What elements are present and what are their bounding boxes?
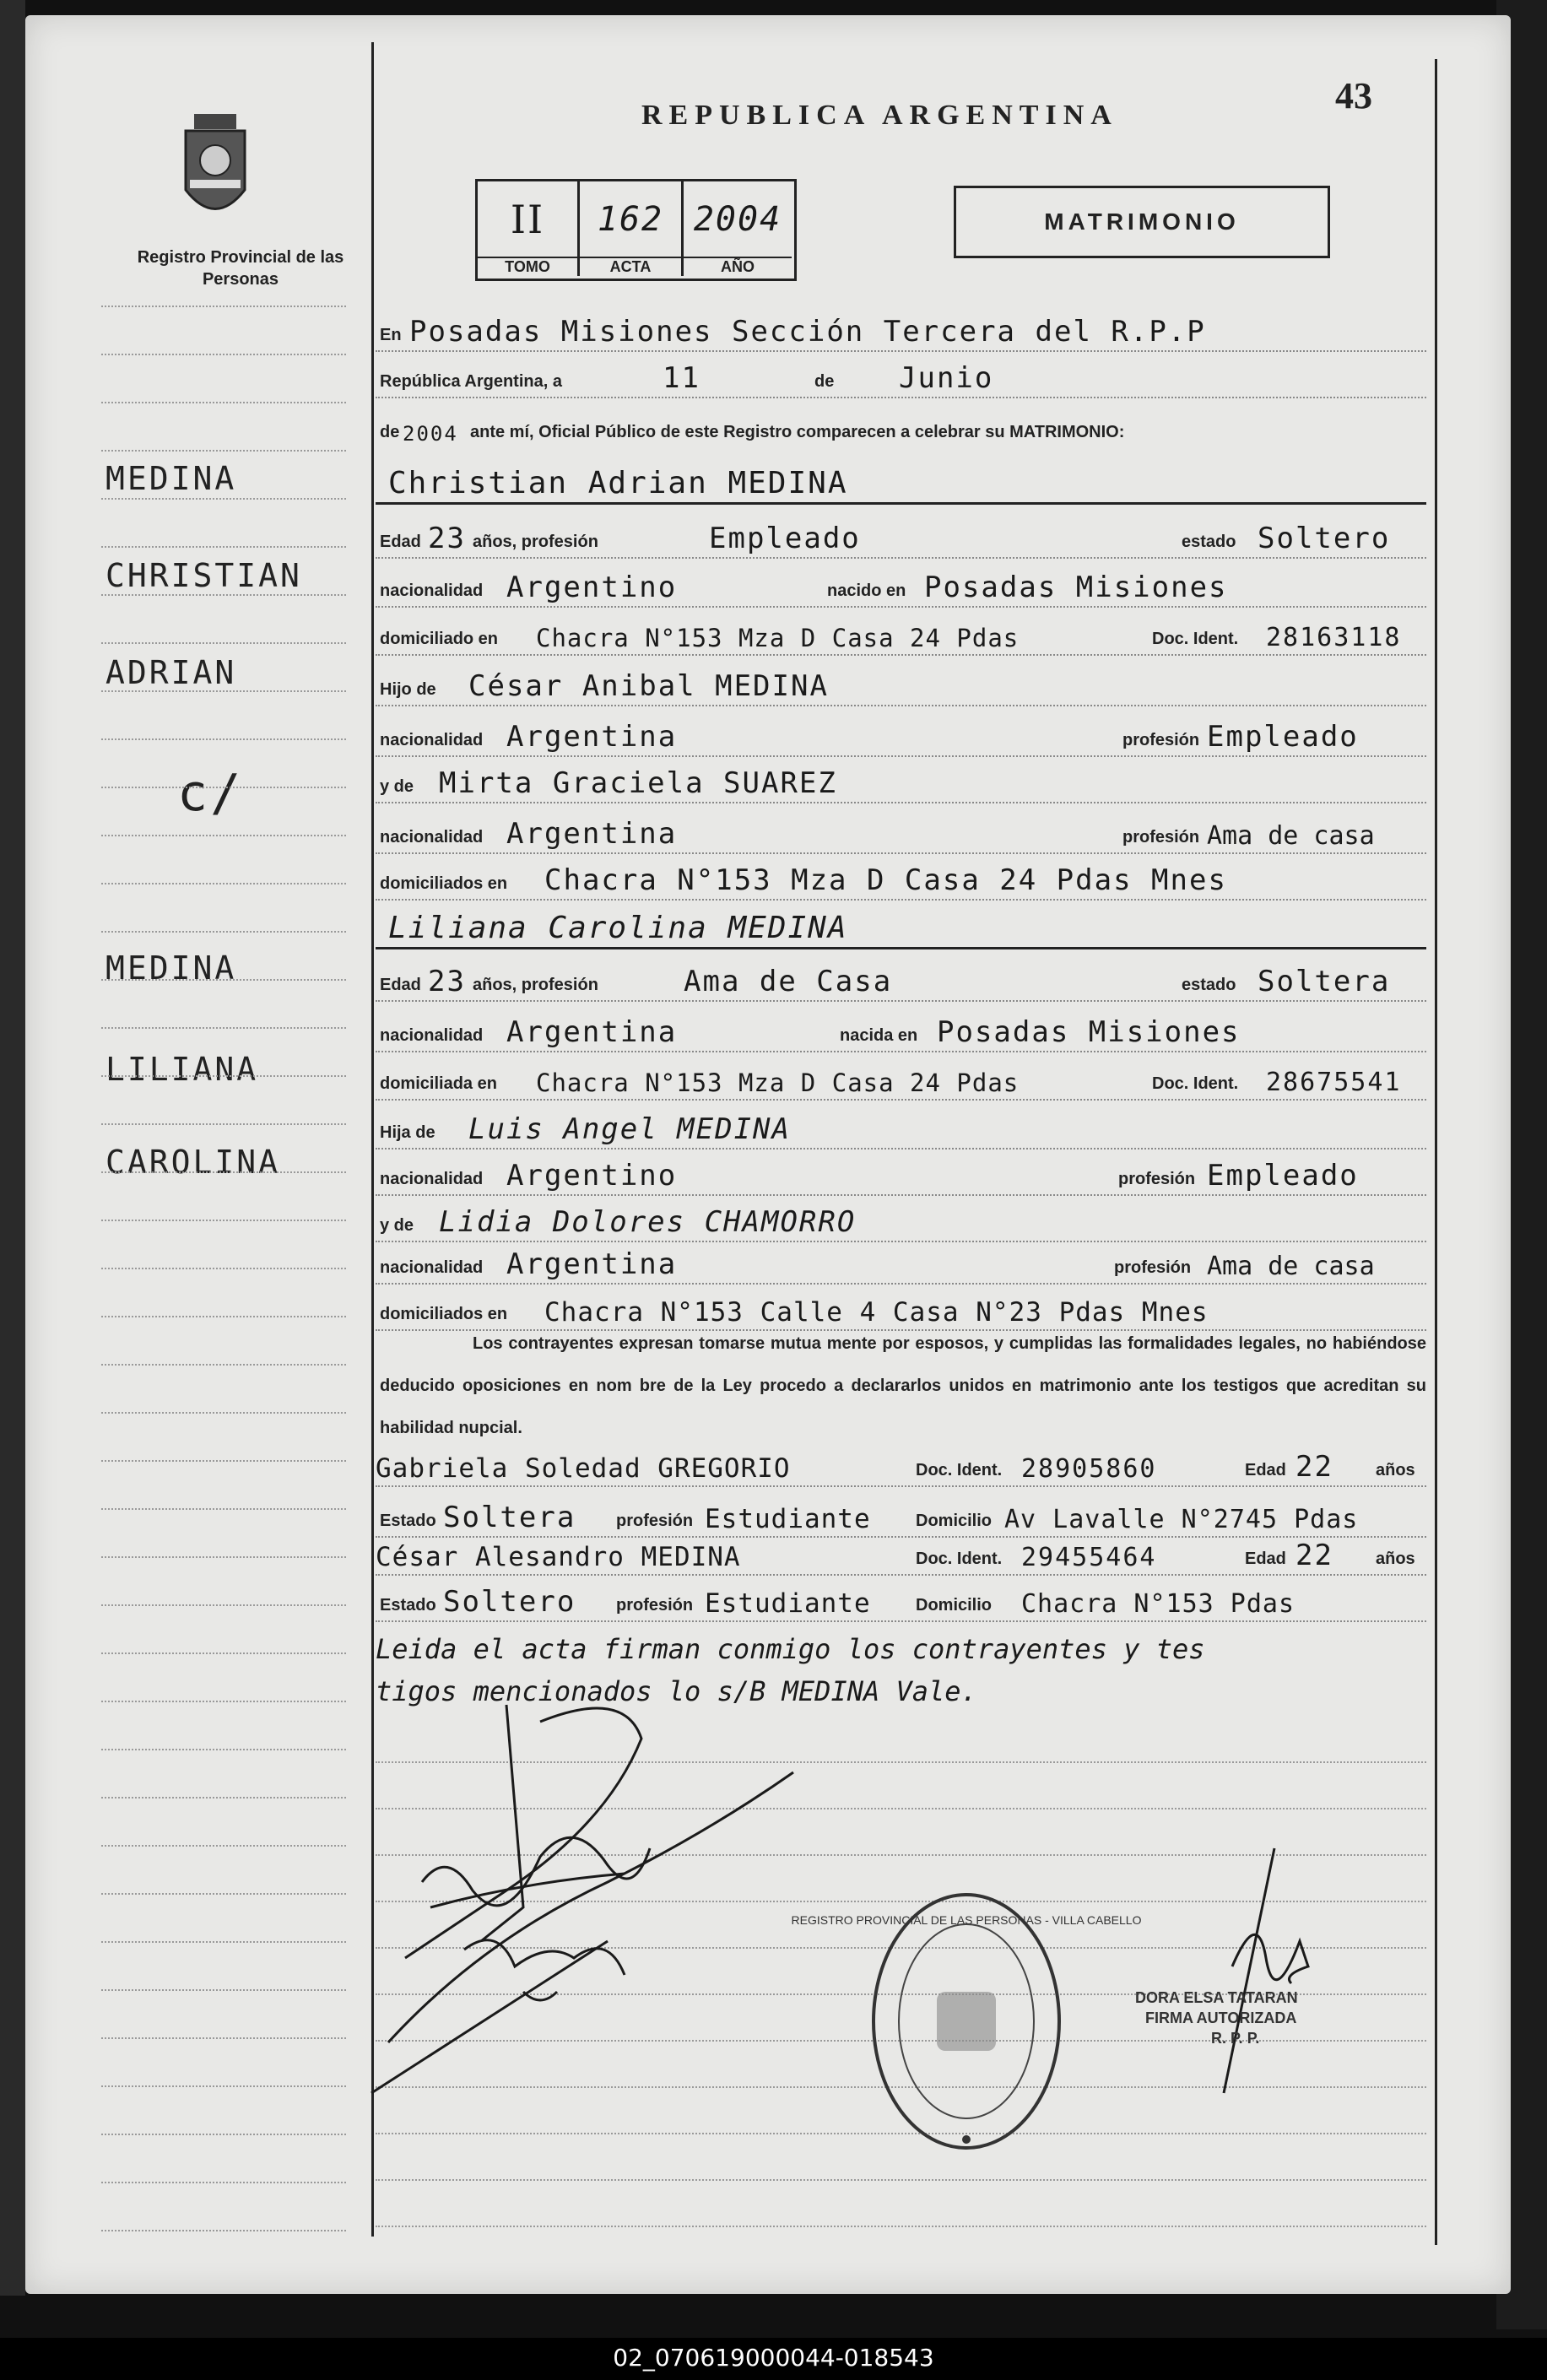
bride-age: 23: [428, 965, 466, 998]
witness1-name: Gabriela Soledad GREGORIO: [376, 1453, 791, 1484]
witness1-estado-label: Estado: [380, 1512, 436, 1530]
margin-rule-line: [101, 1939, 346, 1943]
page-number: 43: [1335, 75, 1372, 116]
witness1-prof-label: profesión: [616, 1512, 694, 1530]
row-groom-mother: [376, 760, 1426, 803]
groom-father-prof-label: profesión: [1122, 731, 1200, 749]
groom-mother-nationality: Argentina: [506, 817, 678, 851]
witness2-dom-label: Domicilio: [916, 1596, 993, 1615]
row-witness1: [376, 1443, 1426, 1487]
tomo-value: II: [510, 197, 545, 242]
margin-rule-line: [101, 1122, 346, 1125]
margin-rule-line: [101, 1747, 346, 1750]
bride-nacionalidad-label: nacionalidad: [380, 1026, 484, 1045]
groom-parents-address: Chacra N°153 Mza D Casa 24 Pdas Mnes: [544, 863, 1227, 897]
bride-anos-profesion-label: años, profesión: [473, 976, 598, 994]
witness1-doc-label: Doc. Ident.: [916, 1461, 1003, 1479]
margin-rule-line: [101, 737, 346, 740]
tomo-label: TOMO: [478, 257, 577, 276]
margin-rule-line: [101, 929, 346, 933]
groom-doc-label: Doc. Ident.: [1152, 630, 1239, 648]
margin-rule-line: [101, 1699, 346, 1702]
margin-rule-line: [101, 1988, 346, 1991]
bride-mother-profession: Ama de casa: [1207, 1252, 1375, 1281]
margin-rule-line: [101, 881, 346, 884]
day-value: 11: [663, 361, 700, 395]
margin-rule-line: [101, 833, 346, 836]
witness2-name: César Alesandro MEDINA: [376, 1542, 741, 1572]
row-bride-nationality: [376, 1009, 1426, 1052]
ano-label: AÑO: [684, 257, 792, 276]
row-witness2-details: [376, 1578, 1426, 1622]
margin-rule-line: [101, 641, 346, 644]
row-groom-nationality: [376, 564, 1426, 608]
contrayentes-signatures: [354, 1688, 827, 2110]
margin-groom-surname: MEDINA: [105, 460, 237, 497]
witness2-anos-label: años: [1376, 1550, 1415, 1568]
row-groom-age: [376, 515, 1426, 559]
row-bride-address: [376, 1057, 1426, 1101]
groom-father-nationality: Argentina: [506, 720, 678, 754]
witness1-address: Av Lavalle N°2745 Pdas: [1004, 1505, 1359, 1534]
bride-hija-label: Hija de: [380, 1123, 435, 1142]
row-groom-address: [376, 612, 1426, 656]
official-org: R. P. P.: [1211, 2030, 1260, 2047]
witness2-estado: Soltero: [443, 1585, 576, 1619]
en-label: En: [380, 326, 402, 344]
statement: ante mí, Oficial Público de este Registro comparecen a celebrar su MATRIMONIO:: [470, 423, 1125, 441]
row-bride-father: [376, 1106, 1426, 1149]
row-bride-father-nat: [376, 1152, 1426, 1196]
bride-domiciliada-label: domiciliada en: [380, 1074, 497, 1093]
groom-yde-label: y de: [380, 777, 414, 796]
margin-rule-line: [101, 1651, 346, 1654]
groom-doc: 28163118: [1266, 623, 1402, 652]
record-number-box: [475, 179, 797, 281]
groom-nationality: Argentino: [506, 571, 678, 604]
witness1-age: 22: [1295, 1450, 1333, 1484]
row-groom-father-nat: [376, 713, 1426, 757]
image-code: 02_070619000044-018543: [613, 2344, 934, 2372]
margin-rule-line: [101, 1506, 346, 1510]
declaration-text: Los contrayentes expresan tomarse mutua mente por esposos, y cumplidas las formalidades legales, no habiéndose deducido oposiciones en nom bre de la Ley procedo a declararlos unidos en matrimonio ante los testigos que acreditan su habilidad nupcial.: [380, 1334, 1426, 1437]
seal-text: REGISTRO PROVINCIAL DE LAS PERSONAS - VILLA CABELLO: [791, 1913, 1142, 1927]
groom-father-profession: Empleado: [1207, 720, 1359, 754]
act-type: MATRIMONIO: [1044, 208, 1240, 235]
margin-rule-line: [101, 1025, 346, 1029]
groom-nacionalidad-label: nacionalidad: [380, 581, 484, 600]
groom-estado-label: estado: [1182, 533, 1236, 551]
row-groom-mother-nat: [376, 810, 1426, 854]
groom-anos-profesion-label: años, profesión: [473, 533, 598, 551]
bride-doc: 28675541: [1266, 1068, 1402, 1097]
witness2-doc-label: Doc. Ident.: [916, 1550, 1003, 1568]
row-bride-mother: [376, 1198, 1426, 1242]
witness2-profession: Estudiante: [705, 1588, 871, 1619]
registry-seal-stamp: [791, 1882, 1142, 2161]
groom-profession: Empleado: [709, 522, 861, 555]
closing-line-2: tigos mencionados lo s/B MEDINA Vale.: [376, 1675, 977, 1707]
witness1-profession: Estudiante: [705, 1504, 871, 1534]
witness2-estado-label: Estado: [380, 1596, 436, 1615]
margin-rule-line: [101, 1555, 346, 1558]
margin-rule-line: [101, 1603, 346, 1606]
official-name: DORA ELSA TATARAN: [1135, 1989, 1298, 2006]
bride-father-nationality: Argentino: [506, 1159, 678, 1193]
bride-edad-label: Edad: [380, 976, 421, 994]
margin-rule-line: [101, 1362, 346, 1366]
groom-edad-label: Edad: [380, 533, 421, 551]
margin-rule-line: [101, 1218, 346, 1221]
groom-hijo-label: Hijo de: [380, 680, 436, 699]
margin-bride-name1: LILIANA: [105, 1051, 259, 1088]
official-stamp: [1135, 1988, 1388, 2048]
signature-rule-line: [376, 2177, 1426, 2181]
ano-cell: [684, 181, 792, 276]
groom-mother-nac-label: nacionalidad: [380, 828, 484, 847]
margin-rule-line: [101, 304, 346, 307]
groom-mother-prof-label: profesión: [1122, 828, 1200, 847]
signature-rule-line: [376, 2224, 1426, 2227]
witness2-address: Chacra N°153 Pdas: [1021, 1589, 1295, 1619]
bride-father-prof-label: profesión: [1118, 1170, 1196, 1188]
margin-rule-line: [101, 1795, 346, 1799]
margin-rule-line: [101, 2084, 346, 2087]
groom-estado: Soltero: [1258, 522, 1391, 555]
margin-rule-line: [101, 448, 346, 452]
groom-father-nac-label: nacionalidad: [380, 731, 484, 749]
margin-separator: c/: [177, 764, 244, 823]
row-closing-1: [376, 1625, 1426, 1667]
margin-rule-line: [101, 1170, 346, 1173]
margin-rule-line: [101, 1074, 346, 1077]
row-bride-name: [376, 905, 1426, 949]
bride-father: Luis Angel MEDINA: [468, 1112, 791, 1146]
margin-rule-line: [101, 352, 346, 355]
bride-nacida-label: nacida en: [840, 1026, 918, 1045]
margin-groom-name2: ADRIAN: [105, 654, 237, 691]
margin-bride-surname: MEDINA: [105, 949, 237, 987]
de2-label: de: [380, 423, 400, 441]
book-spine: [0, 0, 25, 2296]
margin-rule-line: [101, 1891, 346, 1895]
row-groom-parents-address: [376, 857, 1426, 901]
witness2-age: 22: [1295, 1539, 1333, 1572]
closing-line-1: Leida el acta firman conmigo los contrayentes y tes: [376, 1633, 1205, 1665]
bride-estado: Soltera: [1258, 965, 1391, 998]
margin-rule-line: [101, 1266, 346, 1269]
bride-estado-label: estado: [1182, 976, 1236, 994]
year-value: 2004: [403, 422, 458, 446]
bride-mother-prof-label: profesión: [1114, 1258, 1192, 1277]
row-date: [376, 354, 1426, 398]
republica-label: República Argentina, a: [380, 372, 562, 391]
bride-doc-label: Doc. Ident.: [1152, 1074, 1239, 1093]
margin-rule-line: [101, 689, 346, 692]
margin-rule-line: [101, 1410, 346, 1414]
document-title: REPUBLICA ARGENTINA: [641, 100, 1118, 131]
margin-rule-line: [101, 1458, 346, 1462]
tomo-cell: [478, 181, 580, 276]
bride-birthplace: Posadas Misiones: [937, 1015, 1241, 1049]
row-statement: [376, 405, 1426, 447]
official-title: FIRMA AUTORIZADA: [1145, 2009, 1297, 2026]
groom-mother-profession: Ama de casa: [1207, 821, 1375, 851]
row-bride-mother-nat: [376, 1241, 1426, 1285]
de-label: de: [814, 372, 835, 391]
margin-line-right: [1435, 59, 1437, 2245]
witness1-estado: Soltera: [443, 1501, 576, 1534]
witness2-prof-label: profesión: [616, 1596, 694, 1615]
groom-domiciliado-label: domiciliado en: [380, 630, 499, 648]
row-place: [376, 308, 1426, 352]
row-groom-father: [376, 663, 1426, 706]
bride-father-nac-label: nacionalidad: [380, 1170, 484, 1188]
acta-value: 162: [597, 200, 664, 239]
act-type-box: [954, 186, 1330, 258]
witness2-doc: 29455464: [1021, 1543, 1157, 1572]
groom-father: César Anibal MEDINA: [468, 669, 829, 703]
bride-parents-address: Chacra N°153 Calle 4 Casa N°23 Pdas Mnes: [544, 1297, 1209, 1328]
margin-rule-line: [101, 977, 346, 981]
witness1-doc: 28905860: [1021, 1454, 1157, 1484]
official-signature: [1173, 1840, 1342, 2118]
groom-nacido-label: nacido en: [827, 581, 906, 600]
row-witness2: [376, 1532, 1426, 1576]
margin-rule-line: [101, 1843, 346, 1847]
bride-mother: Lidia Dolores CHAMORRO: [439, 1205, 857, 1239]
place-value: Posadas Misiones Sección Tercera del R.P.P: [409, 315, 1206, 349]
month-value: Junio: [899, 361, 994, 395]
bride-address: Chacra N°153 Mza D Casa 24 Pdas: [536, 1068, 1020, 1097]
margin-rule-line: [101, 2036, 346, 2039]
margin-rule-line: [101, 785, 346, 788]
groom-mother: Mirta Graciela SUAREZ: [439, 766, 837, 800]
row-bride-age: [376, 958, 1426, 1002]
margin-bride-name2: CAROLINA: [105, 1144, 281, 1181]
bride-parents-dom-label: domiciliados en: [380, 1305, 508, 1323]
row-groom-name: [376, 460, 1426, 505]
margin-rule-line: [101, 400, 346, 403]
witness1-dom-label: Domicilio: [916, 1512, 993, 1530]
bride-mother-nac-label: nacionalidad: [380, 1258, 484, 1277]
margin-rule-line: [101, 544, 346, 548]
margin-rule-line: [101, 496, 346, 500]
bride-mother-nationality: Argentina: [506, 1247, 678, 1281]
registry-crest-icon: [181, 114, 249, 228]
witness1-anos-label: años: [1376, 1461, 1415, 1479]
groom-age: 23: [428, 522, 466, 555]
margin-rule-line: [101, 2180, 346, 2183]
bride-profession: Ama de Casa: [684, 965, 893, 998]
groom-address: Chacra N°153 Mza D Casa 24 Pdas: [536, 624, 1020, 652]
bride-full-name: Liliana Carolina MEDINA: [388, 911, 848, 945]
groom-birthplace: Posadas Misiones: [924, 571, 1228, 604]
margin-rule-line: [101, 592, 346, 596]
margin-rule-line: [101, 1314, 346, 1317]
registry-name: Registro Provincial de las Personas: [137, 248, 344, 289]
witness2-edad-label: Edad: [1245, 1550, 1286, 1568]
margin-rule-line: [101, 2228, 346, 2231]
groom-parents-dom-label: domiciliados en: [380, 874, 508, 893]
witness1-edad-label: Edad: [1245, 1461, 1286, 1479]
bride-nationality: Argentina: [506, 1015, 678, 1049]
margin-groom-name1: CHRISTIAN: [105, 557, 302, 594]
acta-cell: [580, 181, 684, 276]
bride-yde-label: y de: [380, 1216, 414, 1235]
groom-full-name: Christian Adrian MEDINA: [388, 466, 848, 500]
margin-rule-line: [101, 2132, 346, 2135]
bride-father-profession: Empleado: [1207, 1159, 1359, 1193]
ano-value: 2004: [693, 200, 782, 239]
acta-label: ACTA: [580, 257, 681, 276]
